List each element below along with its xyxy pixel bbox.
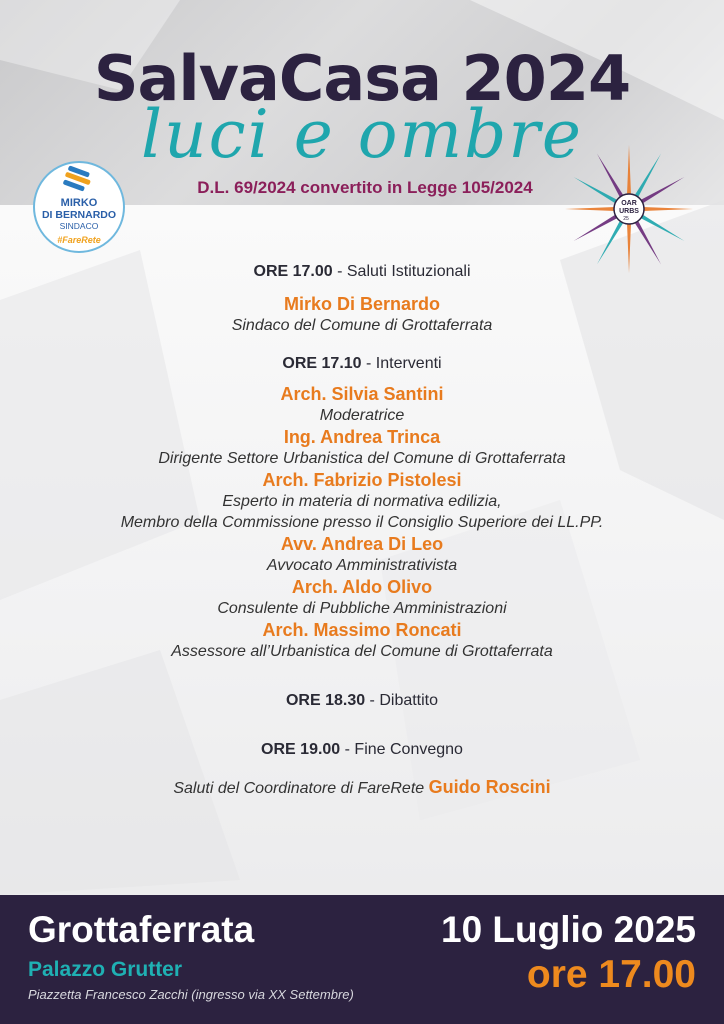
speaker-role: Sindaco del Comune di Grottaferrata	[231, 317, 493, 334]
slot-saluti	[0, 262, 724, 282]
mayor-logo	[32, 160, 126, 254]
event-date: 10 Luglio 2025	[441, 909, 696, 950]
star-ray	[597, 154, 624, 198]
slot-interventi	[0, 354, 724, 374]
star-ray	[597, 220, 624, 264]
slot-separator: -	[361, 355, 376, 372]
star-ray	[640, 214, 684, 241]
subtitle: luci e ombre	[141, 96, 583, 173]
logo-name-line1: MIRKO	[60, 197, 98, 209]
slot-separator: -	[332, 263, 347, 280]
slot-separator: -	[365, 692, 380, 709]
speaker-role: Esperto in materia di normativa edilizia,	[222, 493, 502, 510]
main-title: SalvaCasa 2024	[93, 42, 631, 115]
speaker-role: Assessore all’Urbanistica del Comune di Grottaferrata	[171, 643, 553, 660]
closing-name: Guido Roscini	[428, 777, 551, 797]
event-time: ore 17.00	[526, 953, 696, 996]
oar-urbs-star-logo	[562, 142, 696, 276]
slot-separator: -	[340, 741, 355, 758]
star-ray	[565, 207, 615, 211]
speaker-name: Avv. Andrea Di Leo	[280, 534, 444, 554]
event-address: Piazzetta Francesco Zacchi (ingresso via XX Settembre)	[28, 987, 354, 1002]
speaker-name: Arch. Aldo Olivo	[291, 577, 433, 597]
speaker-name: Arch. Fabrizio Pistolesi	[262, 470, 462, 490]
slot-time: ORE 19.00	[261, 741, 341, 758]
logo-hashtag: #FareRete	[57, 235, 101, 245]
slot-label: Fine Convegno	[354, 741, 463, 758]
slot-fine-convegno	[0, 740, 724, 760]
star-ray	[574, 177, 618, 204]
decree-reference: D.L. 69/2024 convertito in Legge 105/2024	[197, 178, 533, 197]
speaker-role: Avvocato Amministrativista	[266, 557, 458, 574]
event-venue: Palazzo Grutter	[28, 958, 183, 981]
speaker-role: Dirigente Settore Urbanistica del Comune di Grottaferrata	[158, 450, 566, 467]
closing-line	[0, 776, 724, 800]
slot-time: ORE 17.00	[253, 263, 333, 280]
speaker-role-line2: Membro della Commissione presso il Consiglio Superiore dei LL.PP.	[120, 514, 604, 531]
speaker-name: Arch. Silvia Santini	[280, 384, 444, 404]
speaker-name: Arch. Massimo Roncati	[262, 620, 462, 640]
footer-banner	[0, 895, 724, 1024]
logo-role: SINDACO	[59, 221, 99, 231]
speaker-name: Ing. Andrea Trinca	[283, 427, 441, 447]
slot-time: ORE 17.10	[282, 355, 362, 372]
star-ray	[574, 214, 618, 241]
star-ray	[634, 220, 661, 264]
speaker-role: Consulente di Pubbliche Amministrazioni	[217, 600, 507, 617]
slot-time: ORE 18.30	[285, 692, 366, 709]
star-logo-line1: OAR	[621, 200, 637, 207]
star-logo-line3: 25	[623, 216, 629, 222]
speaker-role: Moderatrice	[319, 407, 405, 424]
star-logo-line2: URBS	[619, 208, 639, 215]
event-program	[0, 262, 724, 800]
star-ray	[643, 207, 693, 211]
event-city: Grottaferrata	[28, 909, 255, 950]
closing-text: Saluti del Coordinatore di FareRete	[173, 780, 429, 797]
slot-label: Interventi	[375, 355, 442, 372]
speaker-name: Mirko Di Bernardo	[283, 294, 441, 314]
star-ray	[640, 177, 684, 204]
slot-label: Saluti Istituzionali	[346, 263, 471, 280]
star-ray	[627, 145, 631, 195]
slot-dibattito	[0, 691, 724, 711]
star-ray	[634, 154, 661, 198]
slot-label: Dibattito	[379, 692, 439, 709]
logo-name-line2: DI BERNARDO	[41, 209, 117, 221]
